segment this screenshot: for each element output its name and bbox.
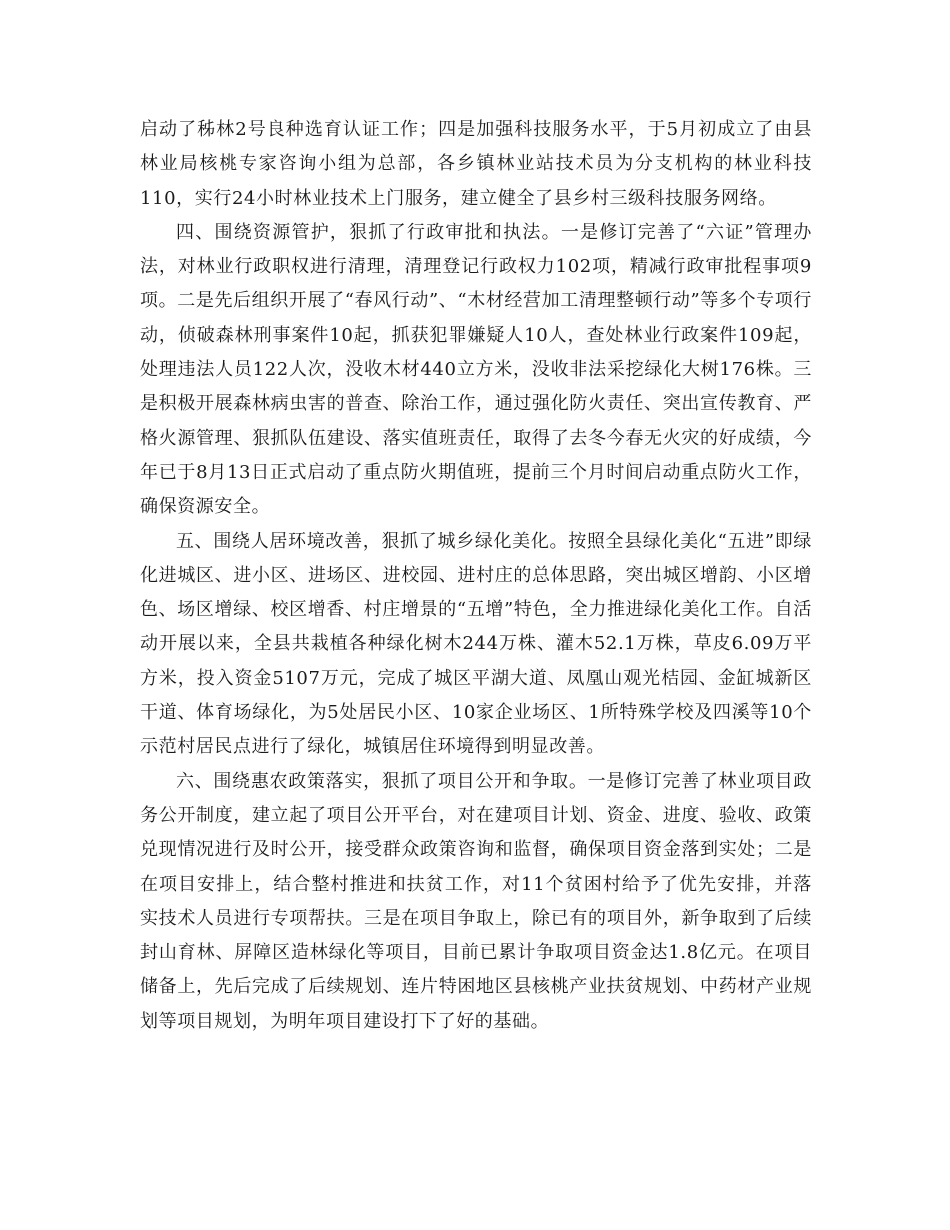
paragraph-1: 启动了秭林2号良种选育认证工作；四是加强科技服务水平，于5月初成立了由县林业局核桃专家咨询小组为总部，各乡镇林业站技术员为分支机构的林业科技110，实行24小时林业技术上门服务，建立健全了县乡村三级科技服务网络。	[140, 119, 812, 209]
document-body	[140, 113, 812, 1039]
paragraph-4: 六、围绕惠农政策落实，狠抓了项目公开和争取。一是修订完善了林业项目政务公开制度，建立起了项目公开平台，对在建项目计划、资金、进度、验收、政策兑现情况进行及时公开，接受群众政策咨询和监督，确保项目资金落到实处；二是在项目安排上，结合整村推进和扶贫工作，对11个贫困村给予了优先安排，并落实技术人员进行专项帮扶。三是在项目争取上，除已有的项目外，新争取到了后续封山育林、屏障区造林绿化等项目，目前已累计争取项目资金达1.8亿元。在项目储备上，先后完成了后续规划、连片特困地区县核桃产业扶贫规划、中药材产业规划等项目规划，为明年项目建设打下了好的基础。	[140, 770, 812, 1032]
paragraph-2: 四、围绕资源管护，狠抓了行政审批和执法。一是修订完善了“六证”管理办法，对林业行政职权进行清理，清理登记行政权力102项，精减行政审批程事项9项。二是先后组织开展了“春风行动”、“木材经营加工清理整顿行动”等多个专项行动，侦破森林刑事案件10起，抓获犯罪嫌疑人10人，查处林业行政案件109起，处理违法人员122人次，没收木材440立方米，没收非法采挖绿化大树176株。三是积极开展森林病虫害的普查、除治工作，通过强化防火责任、突出宣传教育、严格火源管理、狠抓队伍建设、落实值班责任，取得了去冬今春无火灾的好成绩，今年已于8月13日正式启动了重点防火期值班，提前三个月时间启动重点防火工作，确保资源安全。	[140, 221, 812, 518]
paragraph-3: 五、围绕人居环境改善，狠抓了城乡绿化美化。按照全县绿化美化“五进”即绿化进城区、进小区、进场区、进校园、进村庄的总体思路，突出城区增韵、小区增色、场区增绿、校区增香、村庄增景的“五增”特色，全力推进绿化美化工作。自活动开展以来，全县共栽植各种绿化树木244万株、灌木52.1万株，草皮6.09万平方米，投入资金5107万元，完成了城区平湖大道、凤凰山观光桔园、金缸城新区干道、体育场绿化，为5处居民小区、10家企业场区、1所特殊学校及四溪等10个示范村居民点进行了绿化，城镇居住环境得到明显改善。	[140, 530, 812, 758]
